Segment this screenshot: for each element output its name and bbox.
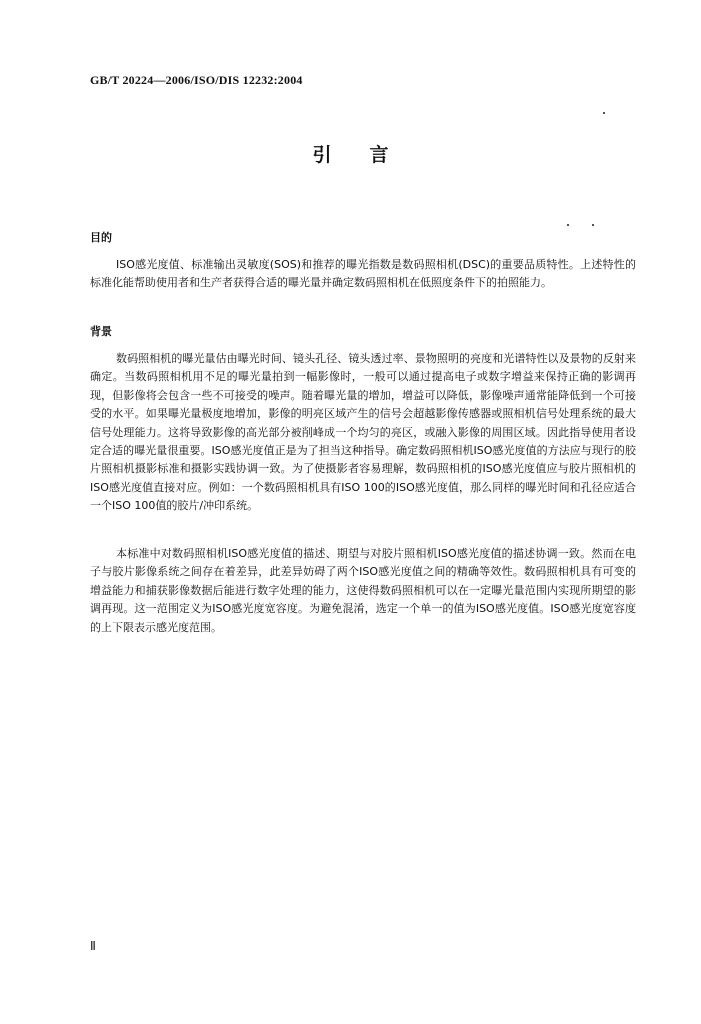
scan-mark (603, 112, 605, 114)
section-heading-background: 背景 (90, 325, 112, 338)
page-title: 引言 (312, 144, 427, 166)
scan-mark (567, 224, 569, 226)
purpose-paragraph: ISO感光度值、标准输出灵敏度(SOS)和推荐的曝光指数是数码照相机(DSC)的重要品质特性。上述特性的标准化能帮助使用者和生产者获得合适的曝光量并确定数码照相机在低照度条件下的拍照能力。 (90, 258, 636, 290)
page-number: Ⅱ (90, 939, 96, 953)
scan-mark (592, 224, 594, 226)
standard-code: GB/T 20224—2006/ISO/DIS 12232:2004 (90, 73, 303, 87)
section-heading-purpose: 目的 (90, 231, 112, 244)
background-paragraph-1: 数码照相机的曝光量估由曝光时间、镜头孔径、镜头透过率、景物照明的亮度和光谱特性以及景物的反射来确定。当数码照相机用不足的曝光量拍到一幅影像时，一般可以通过提高电子或数字增益来保持正确的影调再现，但影像将会包含一些不可接受的噪声。随着曝光量的增加，增益可以降低，影像噪声通常能降低到一个可接受的水平。如果曝光量极度地增加，影像的明亮区域产生的信号会超越影像传感器或照相机信号处理系统的最大信号处理能力。这将导致影像的高光部分被削峰成一个均匀的亮区，或融入影像的周围区域。因此指导使用者设定合适的曝光量很重要。ISO感光度值正是为了担当这种指导。确定数码照相机ISO感光度值的方法应与现行的胶片照相机摄影标准和摄影实践协调一致。为了使摄影者容易理解，数码照相机的ISO感光度值应与胶片照相机的ISO感光度值直接对应。例如：一个数码照相机具有ISO 100的ISO感光度值，那么同样的曝光时间和孔径应适合一个ISO 100值的胶片/冲印系统。 (90, 352, 636, 513)
background-paragraph-2: 本标准中对数码照相机ISO感光度值的描述、期望与对胶片照相机ISO感光度值的描述协调一致。然而在电子与胶片影像系统之间存在着差异，此差异妨碍了两个ISO感光度值之间的精确等效性。数码照相机具有可变的增益能力和捕获影像数据后能进行数字处理的能力，这使得数码照相机可以在一定曝光量范围内实现所期望的影调再现。这一范围定义为ISO感光度宽容度。为避免混淆，选定一个单一的值为ISO感光度值。ISO感光度宽容度的上下限表示感光度范围。 (90, 547, 636, 634)
